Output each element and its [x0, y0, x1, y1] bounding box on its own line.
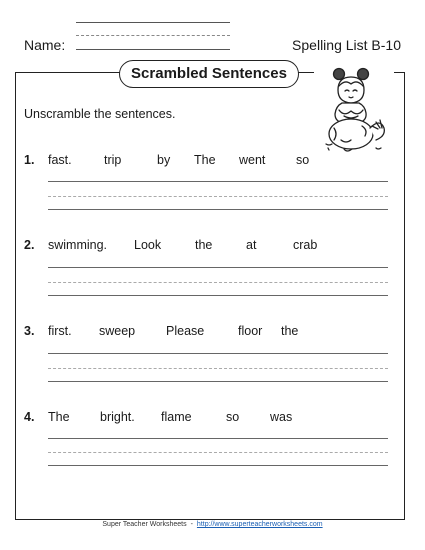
scrambled-word: swimming.: [48, 238, 108, 252]
question-number: 1.: [24, 153, 35, 167]
footer-site-name: Super Teacher Worksheets: [102, 521, 187, 528]
scrambled-word: floor: [238, 324, 263, 338]
scrambled-word: by: [157, 153, 171, 167]
answer-line[interactable]: [48, 381, 388, 382]
scrambled-word: The: [48, 410, 70, 424]
answer-guide-line: [48, 452, 388, 453]
scrambled-word: fast.: [48, 153, 72, 167]
scrambled-word: trip: [104, 153, 122, 167]
scrambled-word: crab: [293, 238, 318, 252]
mermaid-illustration-icon: [314, 60, 394, 160]
scrambled-word: flame: [161, 410, 192, 424]
scrambled-word: was: [270, 410, 293, 424]
question-number: 3.: [24, 324, 35, 338]
answer-guide-line: [48, 196, 388, 197]
scrambled-word: sweep: [99, 324, 136, 338]
instructions-text: Unscramble the sentences.: [24, 107, 176, 121]
scrambled-word: Please: [166, 324, 205, 338]
answer-line[interactable]: [48, 267, 388, 268]
footer-separator: -: [190, 521, 193, 528]
name-label: Name:: [24, 37, 66, 53]
answer-line[interactable]: [48, 353, 388, 354]
scrambled-word: so: [296, 153, 310, 167]
answer-line[interactable]: [48, 181, 388, 182]
scrambled-word: bright.: [100, 410, 135, 424]
spelling-list-label: Spelling List B-10: [292, 37, 401, 53]
answer-line[interactable]: [48, 209, 388, 210]
answer-guide-line: [48, 282, 388, 283]
scrambled-word: so: [226, 410, 240, 424]
scrambled-word: the: [281, 324, 299, 338]
footer-url-link[interactable]: http://www.superteacherworksheets.com: [196, 521, 323, 528]
answer-line[interactable]: [48, 465, 388, 466]
answer-guide-line: [48, 368, 388, 369]
question-number: 4.: [24, 410, 35, 424]
scrambled-word: the: [195, 238, 213, 252]
answer-line[interactable]: [48, 438, 388, 439]
scrambled-word: The: [194, 153, 216, 167]
name-writing-lines: [76, 16, 230, 52]
scrambled-word: at: [246, 238, 257, 252]
scrambled-word: first.: [48, 324, 72, 338]
scrambled-word: Look: [134, 238, 162, 252]
scrambled-word: went: [239, 153, 266, 167]
question-number: 2.: [24, 238, 35, 252]
footer: [0, 521, 425, 528]
worksheet-title: Scrambled Sentences: [119, 60, 299, 88]
answer-line[interactable]: [48, 295, 388, 296]
